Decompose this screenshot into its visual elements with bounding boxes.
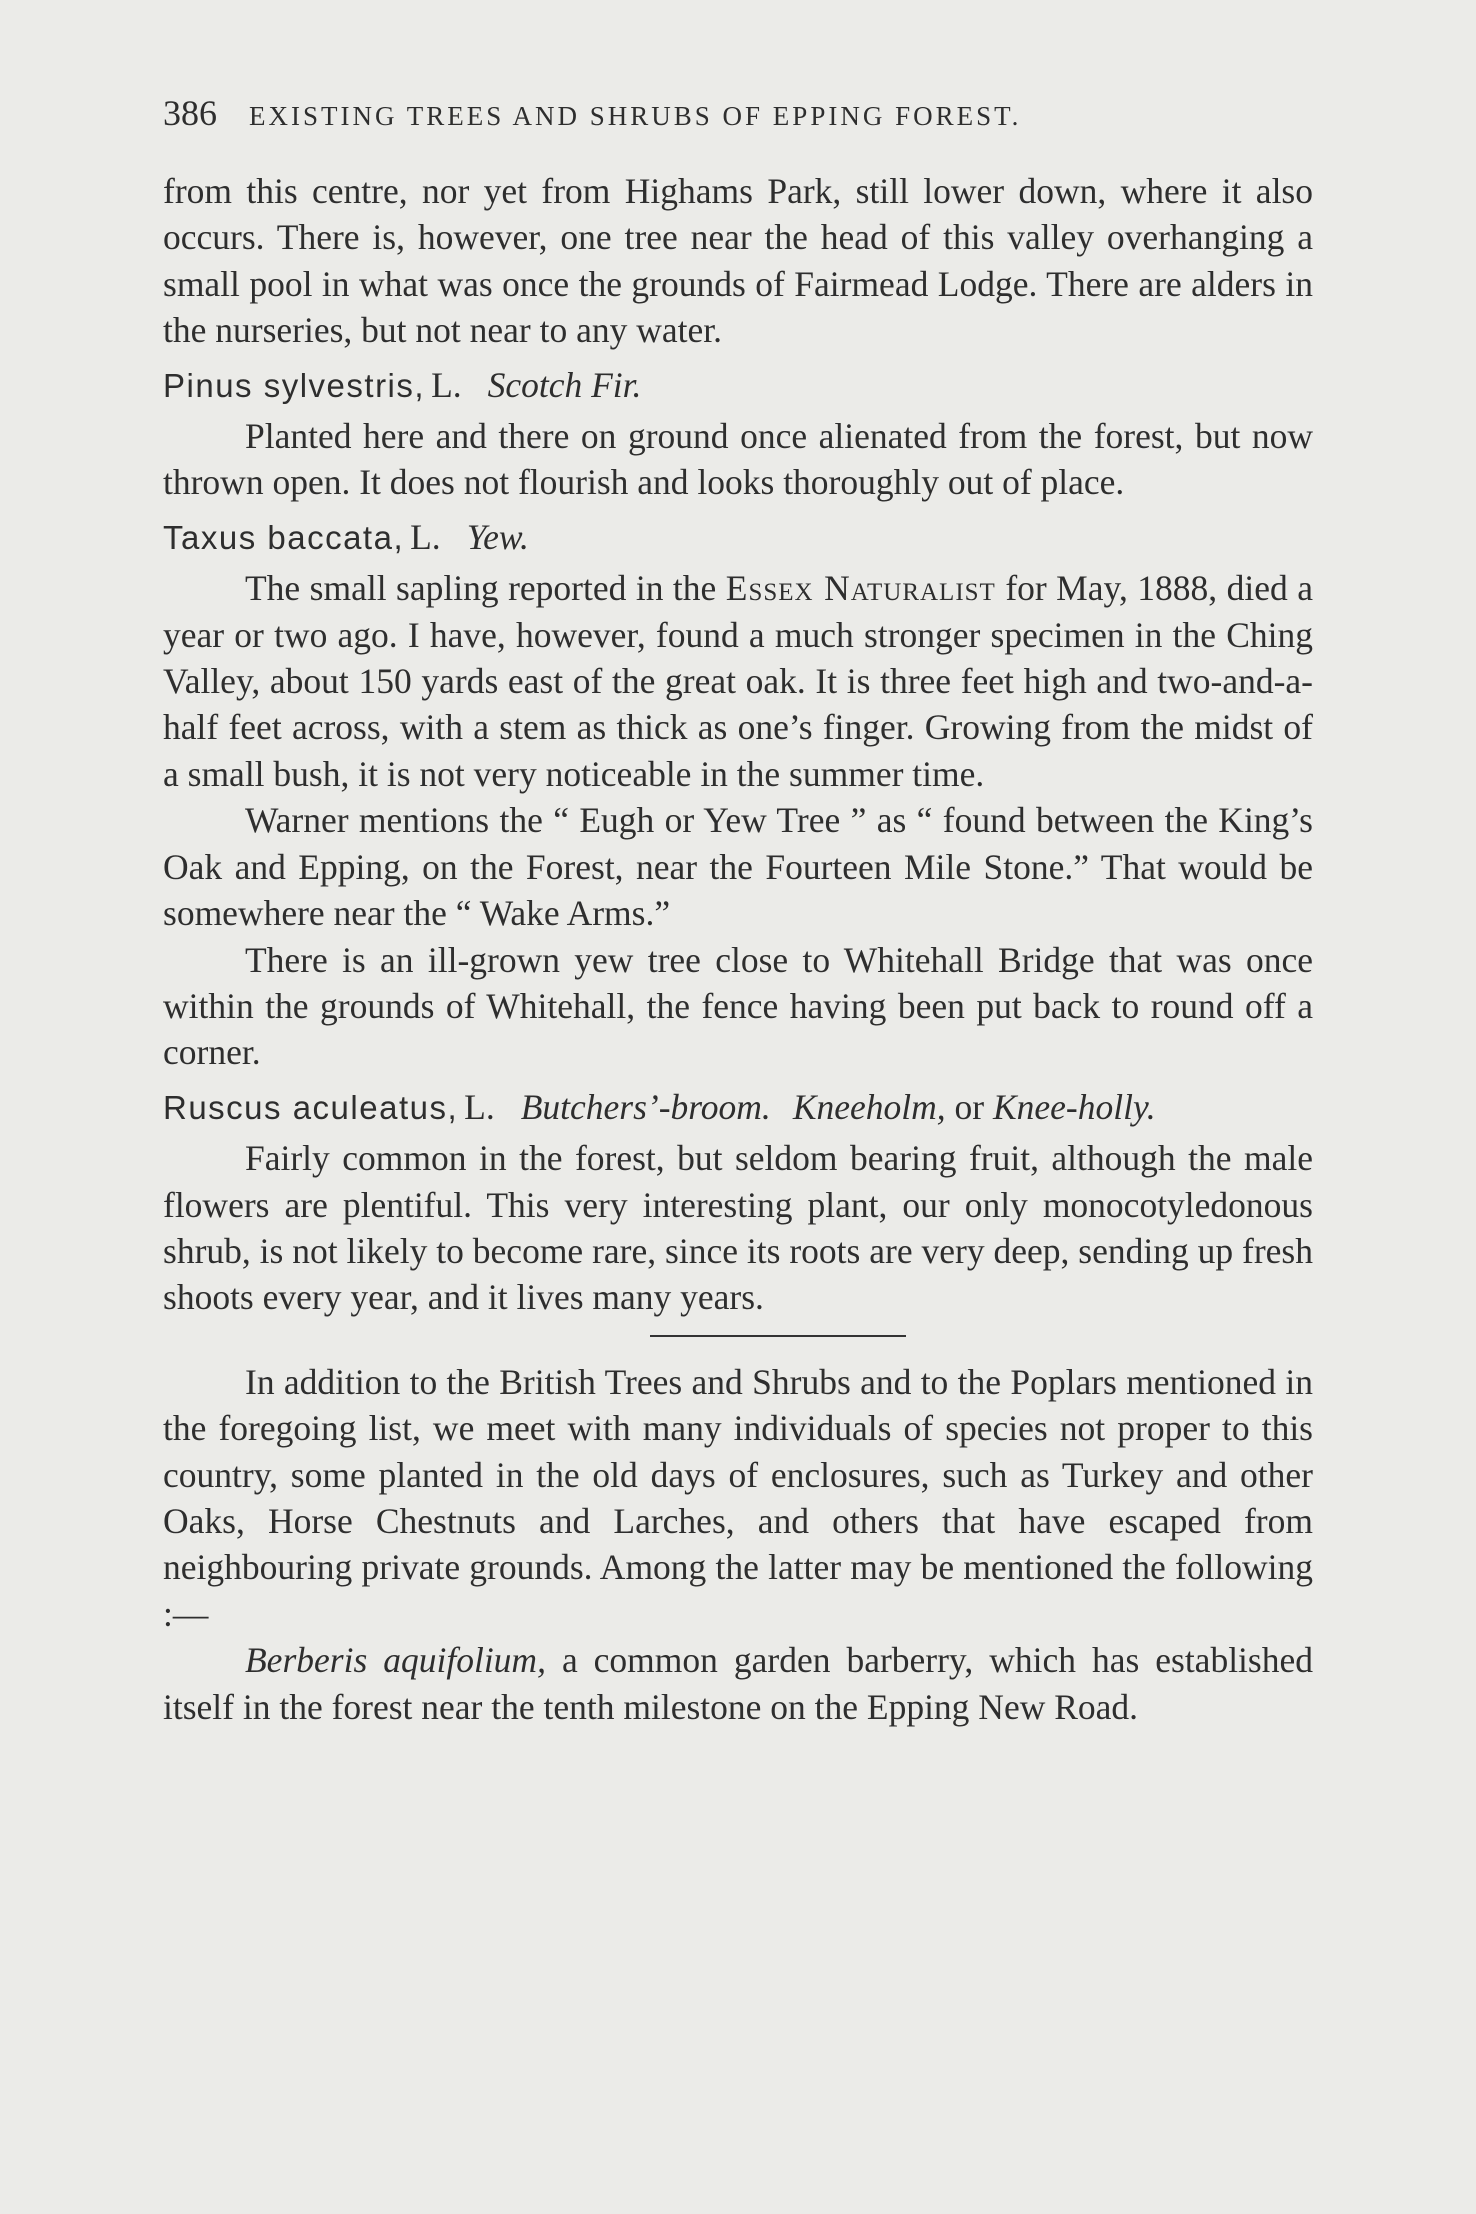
text-run: for May, 1888, died a year or two ago. I have, however, found a much stronger specimen in the Ching Valley, about 150 yards east of the great oak. It is three feet high and two-and-a-half feet across, with a stem as thick as one’s finger. Growing from the midst of a small bush, it is not very noticeable in the summer time. [163, 568, 1314, 794]
page-number: 386 [163, 93, 217, 133]
author-abbrev: L. [410, 516, 441, 557]
entry-paragraph: Planted here and there on ground once alienated from the forest, but now thrown open. It does not flourish and looks thoroughly out of place. [163, 416, 1313, 503]
scientific-name: Ruscus aculeatus, [163, 1088, 459, 1126]
author-abbrev: L. [431, 364, 462, 405]
entry-heading-taxus [163, 514, 1313, 561]
page-header [163, 92, 1313, 134]
berberis-paragraph [163, 1637, 1313, 1730]
scientific-name: Berberis aquifolium, [245, 1640, 546, 1681]
intro-paragraph: from this centre, nor yet from Highams Park, still lower down, where it also occurs. There is, however, one tree near the head of this valley overhanging a small pool in what was once the grounds of Fairmead Lodge. There are alders in the nurseries, but not near to any water. [163, 171, 1313, 351]
running-title: EXISTING TREES AND SHRUBS OF EPPING FOREST. [249, 101, 1022, 131]
entry-heading-ruscus [163, 1084, 1313, 1131]
addition-paragraph: In addition to the British Trees and Shrubs and to the Poplars mentioned in the foregoing list, we meet with many individuals of species not proper to this country, some planted in the old days of enclosures, such as Turkey and other Oaks, Horse Chestnuts and Larches, and others that have escaped from neighbouring private grounds. Among the latter may be mentioned the following :— [163, 1361, 1313, 1634]
common-name: Scotch Fir. [487, 364, 642, 405]
page-body [163, 168, 1313, 1730]
entry-paragraph [163, 565, 1313, 797]
section-divider [650, 1335, 906, 1337]
entry-paragraph: Fairly common in the forest, but seldom bearing fruit, although the male flowers are plentiful. This very interesting plant, our only monocotyledonous shrub, is not likely to become rare, since its roots are very deep, sending up fresh shoots every year, and it lives many years. [163, 1138, 1313, 1318]
entry-paragraph: There is an ill-grown yew tree close to Whitehall Bridge that was once within the grounds of Whitehall, the fence having been put back to round off a corner. [163, 939, 1313, 1073]
scientific-name: Taxus baccata, [163, 518, 405, 556]
text-run: a common garden barberry, which has established itself in the forest near the tenth milestone on the Epping New Road. [163, 1640, 1313, 1727]
common-name: Butchers’-broom. [520, 1086, 771, 1127]
common-name: Kneeholm, [792, 1086, 946, 1127]
entry-paragraph: Warner mentions the “ Eugh or Yew Tree ” as “ found between the King’s Oak and Epping, on the Forest, near the Fourteen Mile Stone.” That would be somewhere near the “ Wake Arms.” [163, 800, 1313, 934]
scientific-name: Pinus sylvestris, [163, 366, 426, 404]
journal-title: Essex Naturalist [725, 568, 996, 609]
entry-heading-pinus [163, 362, 1313, 409]
common-name: Yew. [466, 516, 529, 557]
author-abbrev: L. [464, 1086, 495, 1127]
common-name: Knee-holly. [992, 1086, 1156, 1127]
conjunction: or [954, 1086, 985, 1127]
text-run: The small sapling reported in the [245, 568, 717, 609]
